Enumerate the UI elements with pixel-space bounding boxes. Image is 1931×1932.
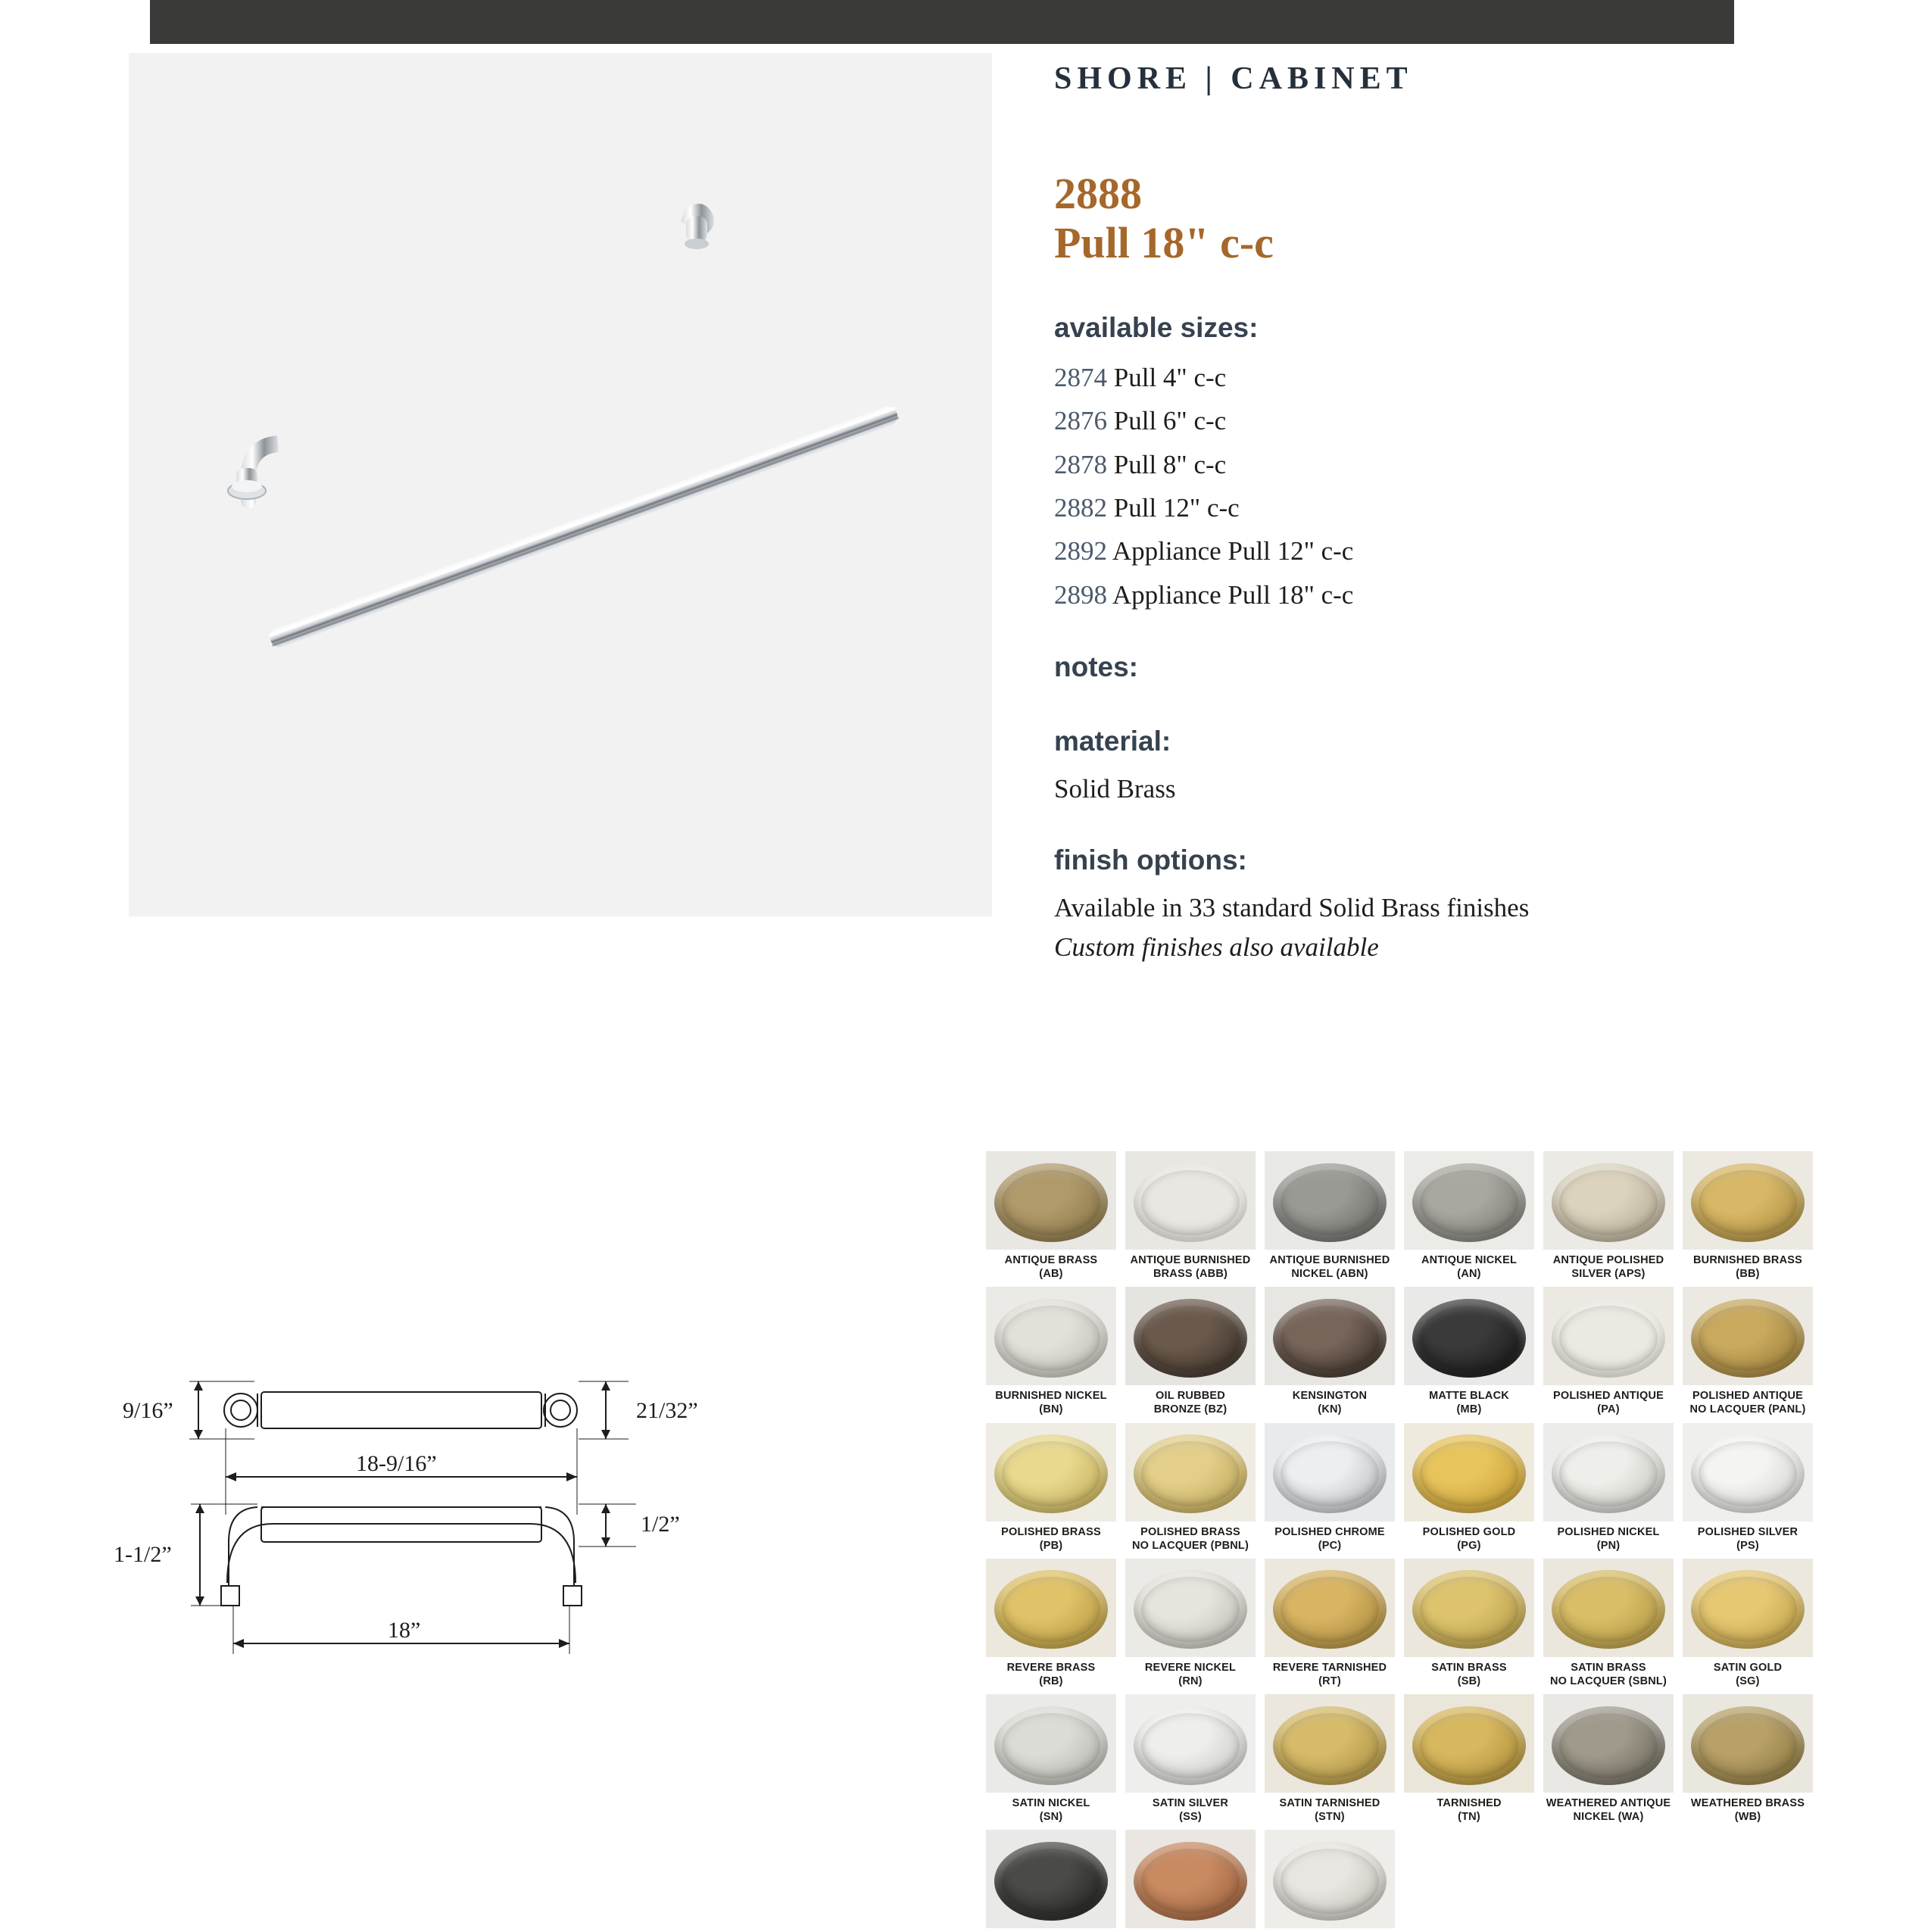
- available-sizes-heading: available sizes:: [1054, 311, 1259, 343]
- finish-swatch-image: [1404, 1423, 1534, 1522]
- knob-render: [1273, 1842, 1387, 1921]
- size-label: Pull 6" c-c: [1113, 406, 1227, 436]
- knob-render: [1552, 1706, 1665, 1785]
- finish-swatch-image: [1404, 1151, 1534, 1250]
- finish-options-heading: finish options:: [1054, 844, 1247, 875]
- finish-swatch-label: POLISHED GOLD (PG): [1422, 1525, 1516, 1552]
- size-option: [1054, 486, 1819, 529]
- finish-swatch[interactable]: [1543, 1151, 1674, 1281]
- finish-swatch-image: [1543, 1559, 1674, 1657]
- finish-swatch-image: [1543, 1287, 1674, 1385]
- finish-swatch[interactable]: [1265, 1151, 1395, 1281]
- finish-swatch-image: [1404, 1287, 1534, 1385]
- product-details: [1054, 61, 1819, 968]
- finish-swatch[interactable]: [1125, 1423, 1256, 1553]
- knob-render: [994, 1434, 1108, 1513]
- notes-heading: notes:: [1054, 651, 1138, 683]
- finish-swatch-label: ANTIQUE POLISHED SILVER (APS): [1552, 1254, 1664, 1281]
- finish-swatch-image: [1125, 1694, 1256, 1793]
- finish-swatch-image: [1265, 1559, 1395, 1657]
- finish-swatch-image: [1683, 1423, 1813, 1522]
- finish-swatch[interactable]: [1265, 1287, 1395, 1416]
- knob-render: [1273, 1434, 1387, 1513]
- size-label: Pull 4" c-c: [1113, 362, 1227, 392]
- finish-swatch-label: ANTIQUE BURNISHED BRASS (ABB): [1130, 1254, 1251, 1281]
- dim-left-top: 9/16”: [123, 1398, 173, 1423]
- finish-swatch[interactable]: [986, 1423, 1116, 1553]
- knob-render: [1691, 1434, 1805, 1513]
- finish-swatch[interactable]: [1543, 1423, 1674, 1553]
- finish-custom-text: Custom finishes also available: [1054, 932, 1379, 963]
- finish-swatch-label: POLISHED ANTIQUE (PA): [1552, 1390, 1664, 1416]
- finish-swatch-label: REVERE BRASS (RB): [1006, 1661, 1096, 1687]
- knob-render: [1412, 1570, 1526, 1649]
- knob-render: [1412, 1706, 1526, 1785]
- knob-render: [1273, 1570, 1387, 1649]
- finish-swatch-label: ANTIQUE NICKEL (AN): [1421, 1254, 1518, 1281]
- knob-render: [1134, 1570, 1247, 1649]
- finish-swatch-image: [1125, 1151, 1256, 1250]
- finish-swatch-image: [1404, 1559, 1534, 1657]
- knob-render: [1134, 1706, 1247, 1785]
- finish-swatch-image: [1543, 1694, 1674, 1793]
- finish-swatch-grid: [986, 1151, 1826, 1932]
- knob-render: [1134, 1299, 1247, 1378]
- finish-swatch[interactable]: [1543, 1559, 1674, 1688]
- finish-swatch[interactable]: [1543, 1287, 1674, 1416]
- finish-swatch-image: [986, 1830, 1116, 1928]
- finish-swatch-label: MATTE BLACK (MB): [1429, 1390, 1509, 1416]
- finish-options-text: Available in 33 standard Solid Brass finishes: [1054, 892, 1530, 922]
- finish-swatch[interactable]: [1265, 1694, 1395, 1824]
- finish-swatch-label: POLISHED BRASS (PB): [1001, 1525, 1101, 1552]
- finish-swatch[interactable]: [1404, 1694, 1534, 1824]
- finish-swatch-image: [986, 1151, 1116, 1250]
- finish-swatch-image: [1683, 1694, 1813, 1793]
- finish-swatch[interactable]: [1404, 1423, 1534, 1553]
- finish-swatch-label: SATIN TARNISHED (STN): [1279, 1797, 1380, 1824]
- finish-swatch-label: [1265, 1928, 1395, 1932]
- finish-swatch[interactable]: [1125, 1287, 1256, 1416]
- finish-swatch-label: ANTIQUE BURNISHED NICKEL (ABN): [1269, 1254, 1390, 1281]
- knob-render: [1273, 1163, 1387, 1242]
- finish-swatch-label: WEATHERED BRASS (WB): [1690, 1797, 1805, 1824]
- size-code: 2874: [1054, 362, 1107, 392]
- finish-swatch-image: [1683, 1151, 1813, 1250]
- finish-swatch-image: [1125, 1559, 1256, 1657]
- finish-swatch-label: [1125, 1928, 1256, 1932]
- finish-swatch-image: [1683, 1287, 1813, 1385]
- finish-swatch[interactable]: [1543, 1694, 1674, 1824]
- finish-swatch-label: POLISHED BRASS NO LACQUER (PBNL): [1131, 1525, 1249, 1552]
- size-code: 2878: [1054, 449, 1107, 479]
- finish-swatch-image: [1683, 1559, 1813, 1657]
- knob-render: [1691, 1163, 1805, 1242]
- size-label: Appliance Pull 12" c-c: [1112, 536, 1354, 566]
- knob-render: [1273, 1299, 1387, 1378]
- knob-render: [1691, 1706, 1805, 1785]
- finish-swatch[interactable]: [1683, 1694, 1813, 1824]
- knob-render: [994, 1706, 1108, 1785]
- finish-swatch[interactable]: [1125, 1151, 1256, 1281]
- finish-swatch-label: WEATHERED ANTIQUE NICKEL (WA): [1546, 1797, 1671, 1824]
- finish-swatch-image: [986, 1694, 1116, 1793]
- finish-swatch-label: OIL RUBBED BRONZE (BZ): [1153, 1390, 1228, 1416]
- dim-left-bottom: 1-1/2”: [114, 1542, 172, 1567]
- finish-swatch[interactable]: [986, 1287, 1116, 1416]
- finish-swatch-image: [1543, 1151, 1674, 1250]
- size-option: [1054, 399, 1819, 442]
- finish-swatch[interactable]: [1125, 1559, 1256, 1688]
- finish-swatch-label: SATIN GOLD (SG): [1713, 1661, 1783, 1687]
- finish-swatch-label: TARNISHED (TN): [1437, 1797, 1502, 1824]
- knob-render: [1691, 1570, 1805, 1649]
- finish-swatch-image: [1404, 1694, 1534, 1793]
- finish-swatch[interactable]: [1683, 1151, 1813, 1281]
- finish-swatch-label: SATIN BRASS (SB): [1431, 1661, 1507, 1687]
- knob-render: [1273, 1706, 1387, 1785]
- finish-swatch-label: BURNISHED NICKEL (BN): [995, 1390, 1107, 1416]
- finish-swatch-label: POLISHED SILVER (PS): [1697, 1525, 1798, 1552]
- finish-swatch[interactable]: [1404, 1151, 1534, 1281]
- knob-render: [1552, 1570, 1665, 1649]
- finish-swatch-label: POLISHED ANTIQUE NO LACQUER (PANL): [1689, 1390, 1806, 1416]
- knob-render: [1134, 1434, 1247, 1513]
- finish-swatch-label: POLISHED NICKEL (PN): [1557, 1525, 1660, 1552]
- finish-swatch-label: SATIN NICKEL (SN): [1012, 1797, 1090, 1824]
- finish-swatch[interactable]: [1125, 1694, 1256, 1824]
- knob-render: [1691, 1299, 1805, 1378]
- product-sku: 2888: [1054, 169, 1142, 218]
- finish-swatch[interactable]: [1265, 1830, 1395, 1932]
- finish-swatch-image: [1125, 1423, 1256, 1522]
- finish-swatch[interactable]: [986, 1151, 1116, 1281]
- knob-render: [1552, 1434, 1665, 1513]
- size-option: [1054, 356, 1819, 399]
- material-text: Solid Brass: [1054, 774, 1176, 804]
- finish-swatch[interactable]: [986, 1694, 1116, 1824]
- finish-swatch-image: [1265, 1287, 1395, 1385]
- size-code: 2882: [1054, 493, 1107, 523]
- finish-swatch-image: [1265, 1151, 1395, 1250]
- finish-swatch-image: [1125, 1287, 1256, 1385]
- size-option: [1054, 573, 1819, 616]
- finish-swatch-label: REVERE TARNISHED (RT): [1272, 1661, 1387, 1687]
- finish-swatch[interactable]: [1404, 1559, 1534, 1688]
- finish-swatch[interactable]: [1125, 1830, 1256, 1932]
- finish-swatch-image: [1265, 1694, 1395, 1793]
- finish-swatch[interactable]: [1265, 1559, 1395, 1688]
- size-code: 2876: [1054, 406, 1107, 436]
- collection-title: SHORE | CABINET: [1054, 61, 1413, 96]
- product-photo: [129, 53, 992, 916]
- finish-swatch-image: [986, 1423, 1116, 1522]
- product-name: Pull 18" c-c: [1054, 217, 1274, 267]
- dim-right-mid: 1/2”: [641, 1512, 680, 1537]
- finish-swatch-image: [1265, 1423, 1395, 1522]
- finish-swatch-image: [986, 1287, 1116, 1385]
- finish-swatch[interactable]: [1683, 1559, 1813, 1688]
- knob-render: [1552, 1299, 1665, 1378]
- finish-swatch-label: SATIN BRASS NO LACQUER (SBNL): [1549, 1661, 1667, 1687]
- finish-swatch-label: ANTIQUE BRASS (AB): [1004, 1254, 1098, 1281]
- finish-swatch-image: [1125, 1830, 1256, 1928]
- knob-render: [994, 1842, 1108, 1921]
- finish-swatch[interactable]: [1683, 1287, 1813, 1416]
- header-bar: [150, 0, 1734, 44]
- size-option: [1054, 529, 1819, 573]
- finish-swatch-image: [1265, 1830, 1395, 1928]
- dim-center: 18-9/16”: [356, 1451, 437, 1476]
- knob-render: [1134, 1163, 1247, 1242]
- dim-bottom: 18”: [388, 1618, 421, 1643]
- knob-render: [994, 1570, 1108, 1649]
- finish-swatch-label: SATIN SILVER (SS): [1152, 1797, 1229, 1824]
- knob-render: [1552, 1163, 1665, 1242]
- size-label: Pull 8" c-c: [1113, 449, 1227, 479]
- size-code: 2892: [1054, 536, 1107, 566]
- finish-swatch[interactable]: [1265, 1423, 1395, 1553]
- size-label: Appliance Pull 18" c-c: [1112, 579, 1354, 610]
- knob-render: [994, 1163, 1108, 1242]
- finish-swatch[interactable]: [1404, 1287, 1534, 1416]
- size-option: [1054, 443, 1819, 486]
- knob-render: [1412, 1163, 1526, 1242]
- finish-swatch-image: [986, 1559, 1116, 1657]
- dimension-drawing: [106, 1356, 1000, 1780]
- finish-swatch-label: REVERE NICKEL (RN): [1144, 1661, 1237, 1687]
- knob-render: [994, 1299, 1108, 1378]
- finish-swatch-image: [1543, 1423, 1674, 1522]
- size-code: 2898: [1054, 579, 1107, 610]
- finish-swatch-label: BURNISHED BRASS (BB): [1693, 1254, 1802, 1281]
- material-heading: material:: [1054, 726, 1171, 757]
- finish-swatch-label: POLISHED CHROME (PC): [1274, 1525, 1385, 1552]
- finish-swatch[interactable]: [986, 1559, 1116, 1688]
- finish-swatch[interactable]: [986, 1830, 1116, 1932]
- knob-render: [1134, 1842, 1247, 1921]
- knob-render: [1412, 1434, 1526, 1513]
- dim-right-top: 21/32”: [636, 1398, 698, 1423]
- finish-swatch-label: KENSINGTON (KN): [1292, 1390, 1368, 1416]
- knob-render: [1412, 1299, 1526, 1378]
- size-label: Pull 12" c-c: [1113, 493, 1240, 523]
- finish-swatch-label: [986, 1928, 1116, 1932]
- finish-swatch[interactable]: [1683, 1423, 1813, 1553]
